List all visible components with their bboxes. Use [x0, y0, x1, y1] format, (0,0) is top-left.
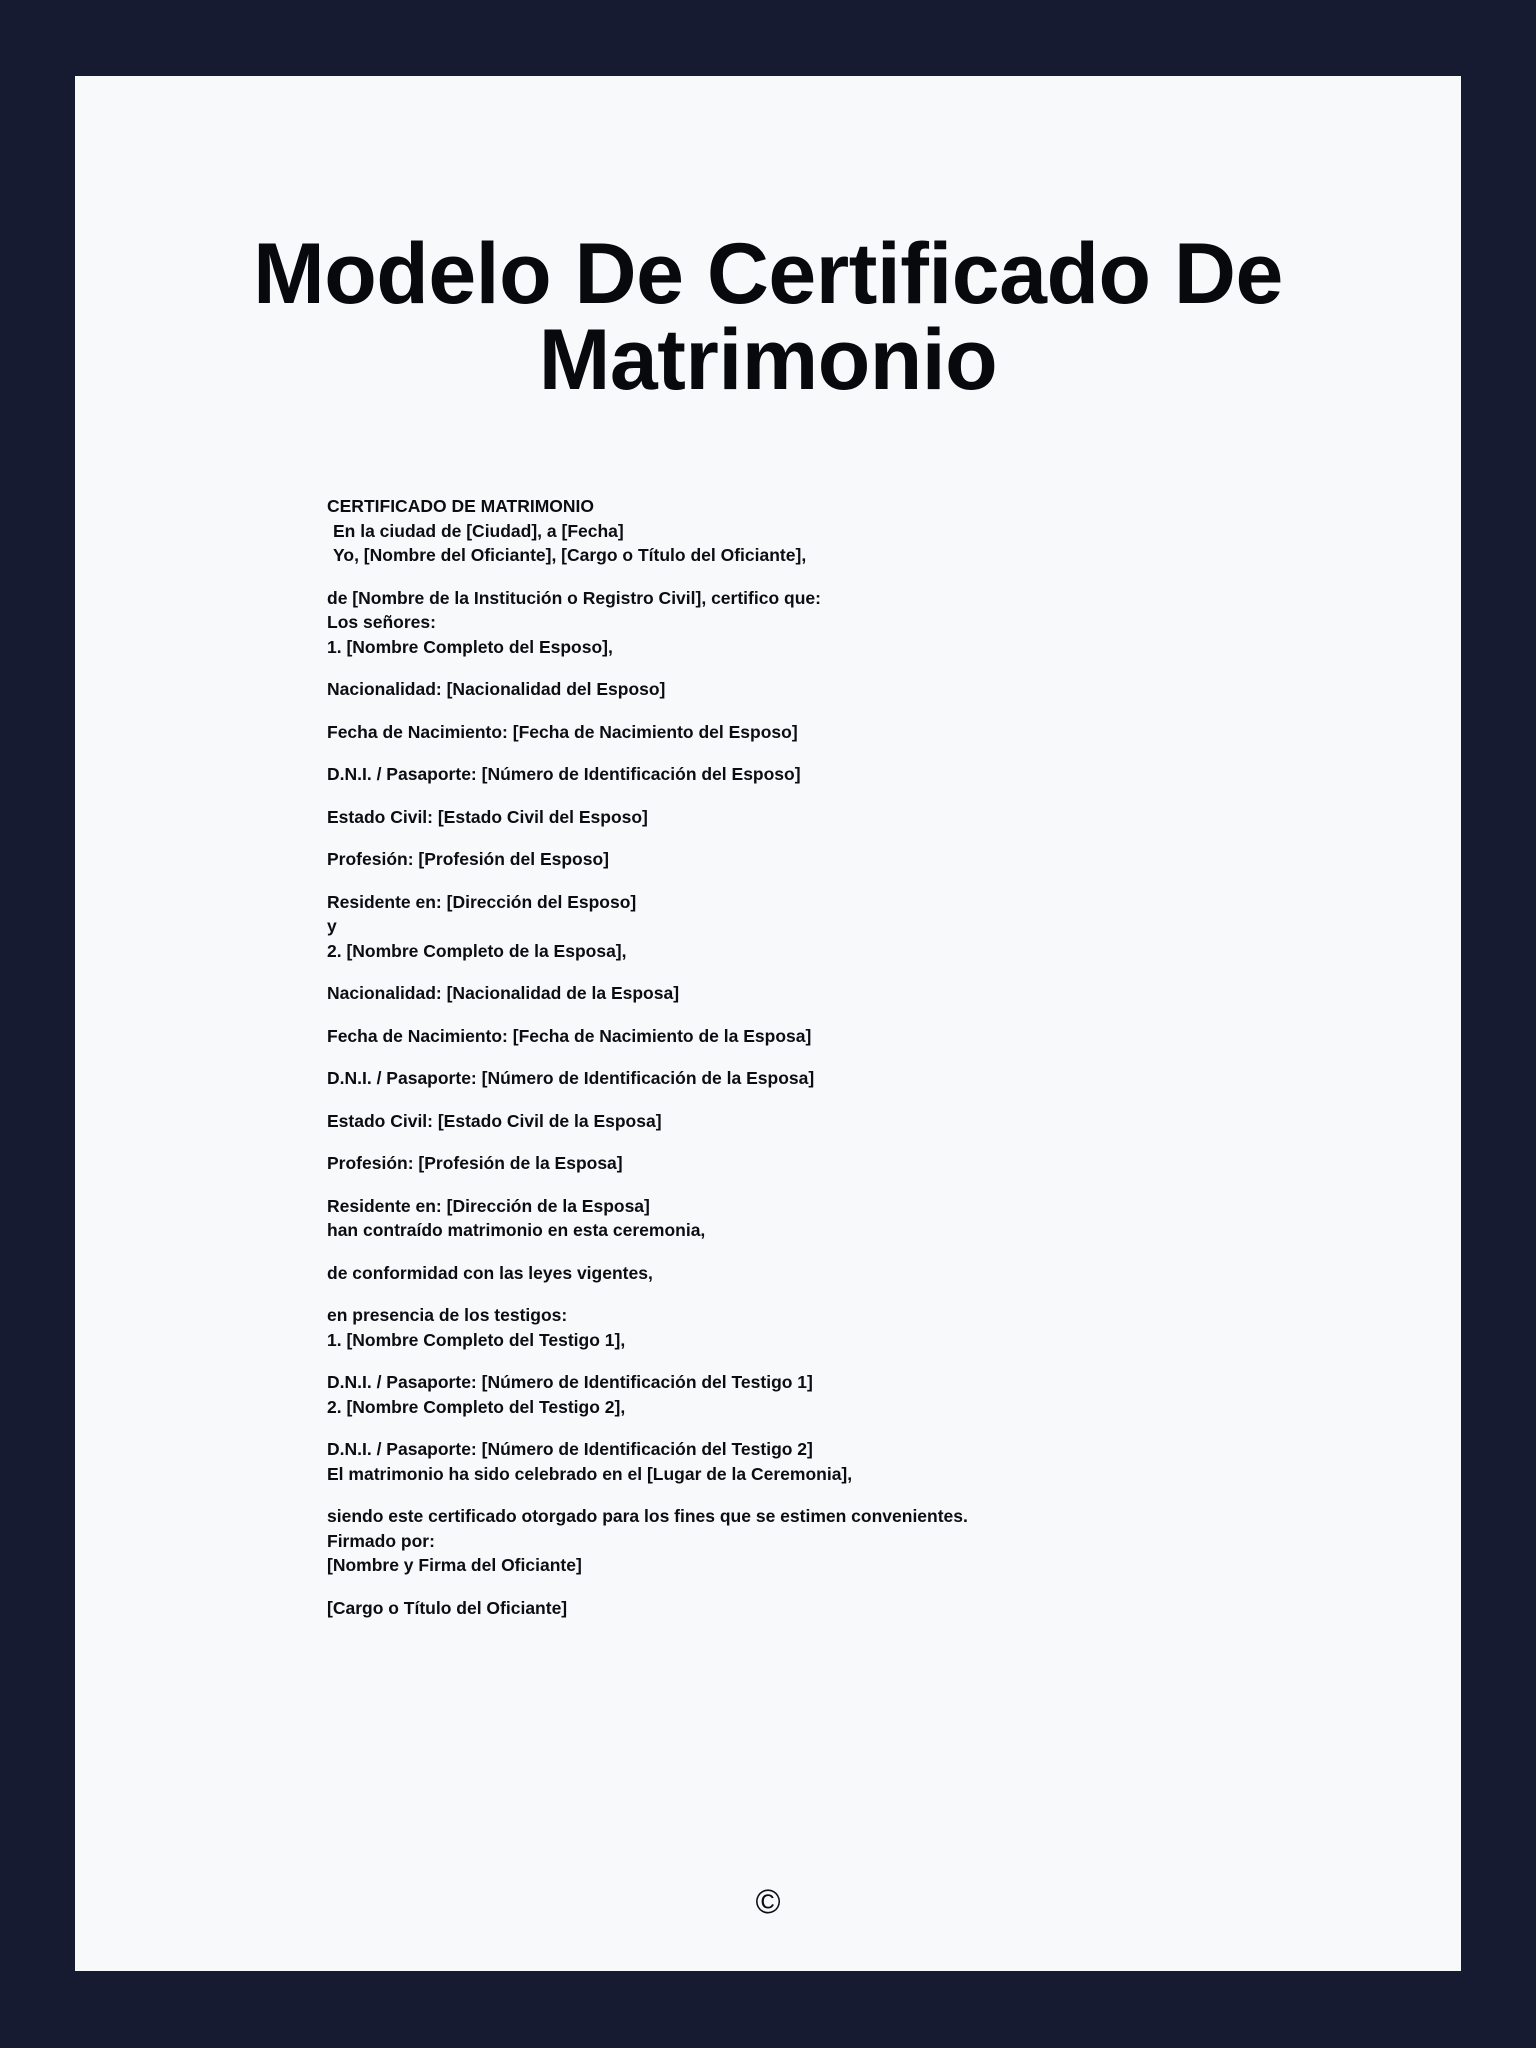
body-line: 1. [Nombre Completo del Esposo],: [327, 636, 613, 657]
body-line: han contraído matrimonio en esta ceremonia,: [327, 1220, 706, 1240]
body-line: Profesión: [Profesión de la Esposa]: [327, 1153, 623, 1173]
body-line: [Cargo o Título del Oficiante]: [327, 1597, 568, 1618]
body-line: Fecha de Nacimiento: [Fecha de Nacimiento de la Esposa]: [327, 1025, 812, 1046]
body-line: En la ciudad de [Ciudad], a [Fecha]: [333, 520, 624, 541]
body-line: Yo, [Nombre del Oficiante], [Cargo o Título del Oficiante],: [333, 545, 807, 565]
copyright-icon: ©: [755, 1883, 781, 1921]
body-line: y: [327, 916, 337, 936]
body-line: Fecha de Nacimiento: [Fecha de Nacimiento del Esposo]: [327, 721, 798, 742]
body-line: Firmado por:: [327, 1530, 435, 1551]
body-line: D.N.I. / Pasaporte: [Número de Identificación del Testigo 1]: [327, 1372, 813, 1392]
body-line: Estado Civil: [Estado Civil del Esposo]: [327, 806, 648, 827]
body-line: D.N.I. / Pasaporte: [Número de Identificación de la Esposa]: [327, 1068, 815, 1088]
body-line: [Nombre y Firma del Oficiante]: [327, 1555, 582, 1575]
body-line: Residente en: [Dirección de la Esposa]: [327, 1195, 650, 1216]
body-line: D.N.I. / Pasaporte: [Número de Identificación del Esposo]: [327, 764, 801, 784]
body-line: en presencia de los testigos:: [327, 1305, 568, 1325]
document-page: [75, 76, 1461, 1971]
body-line: Profesión: [Profesión del Esposo]: [327, 849, 609, 869]
body-line: 2. [Nombre Completo del Testigo 2],: [327, 1396, 626, 1417]
body-line: siendo este certificado otorgado para los fines que se estimen convenientes.: [327, 1506, 968, 1526]
body-line: 2. [Nombre Completo de la Esposa],: [327, 940, 627, 961]
body-line: Nacionalidad: [Nacionalidad de la Esposa]: [327, 983, 680, 1003]
body-line: CERTIFICADO DE MATRIMONIO: [327, 496, 595, 516]
body-line: El matrimonio ha sido celebrado en el [Lugar de la Ceremonia],: [327, 1463, 853, 1484]
body-line: D.N.I. / Pasaporte: [Número de Identificación del Testigo 2]: [327, 1439, 813, 1459]
body-line: Residente en: [Dirección del Esposo]: [327, 891, 637, 912]
body-line: 1. [Nombre Completo del Testigo 1],: [327, 1329, 626, 1350]
body-line: Nacionalidad: [Nacionalidad del Esposo]: [327, 679, 666, 699]
page-title: Modelo De Certificado De Matrimonio: [253, 226, 1283, 408]
body-line: de [Nombre de la Institución o Registro Civil], certifico que:: [327, 587, 821, 608]
certificate-body: [75, 498, 1461, 1617]
body-line: Estado Civil: [Estado Civil de la Esposa]: [327, 1110, 662, 1131]
body-line: Los señores:: [327, 612, 436, 632]
body-line: de conformidad con las leyes vigentes,: [327, 1262, 653, 1283]
